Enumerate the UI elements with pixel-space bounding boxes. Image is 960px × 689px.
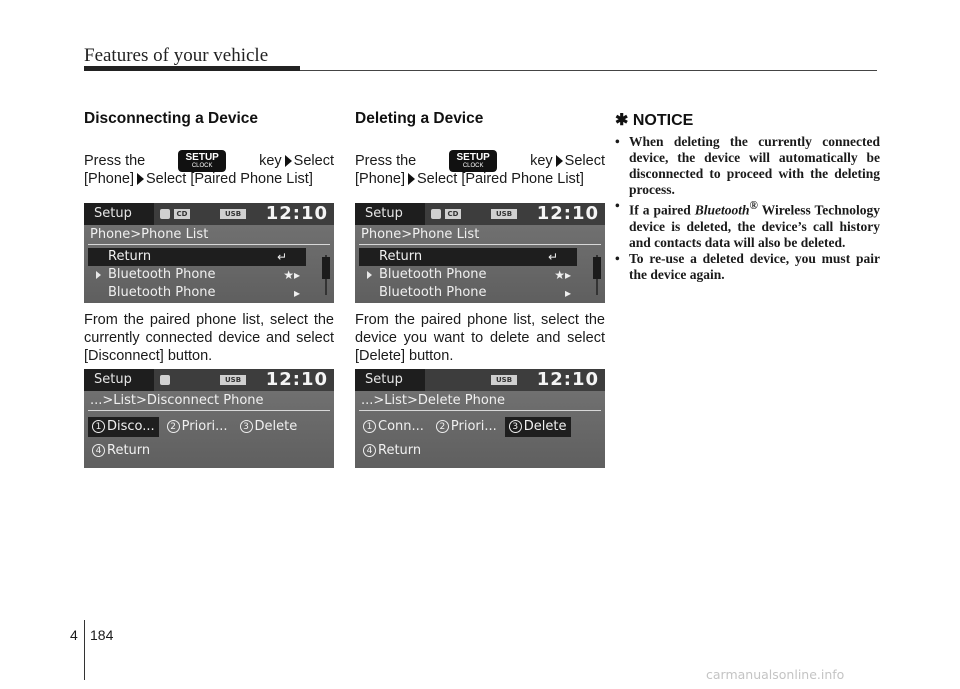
usb-icon: USB bbox=[491, 209, 517, 219]
option-label: Return bbox=[107, 443, 151, 458]
scrollbar[interactable] bbox=[593, 251, 601, 299]
notice-item bbox=[615, 198, 880, 251]
paired-list-text: Select [Paired Phone List] bbox=[146, 171, 313, 187]
disconnect-phone-screen bbox=[84, 369, 334, 468]
phone-list-screen bbox=[355, 203, 605, 303]
device-name: Bluetooth Phone bbox=[108, 267, 216, 282]
delete-instructions bbox=[355, 152, 605, 190]
notice-text: If a paired bbox=[629, 202, 695, 218]
arrow-right-icon bbox=[367, 271, 372, 279]
select-text: Select bbox=[293, 153, 334, 169]
press-text: Press the bbox=[84, 153, 146, 169]
number-icon: 1 bbox=[92, 420, 105, 433]
connect-option[interactable] bbox=[359, 417, 428, 437]
screen-status-bar bbox=[355, 203, 605, 225]
delete-description: From the paired phone list, select the device you want to delete and select [Delete] button. bbox=[355, 312, 605, 364]
arrow-right-icon bbox=[556, 155, 563, 167]
watermark: carmanualsonline.info bbox=[706, 667, 845, 682]
screen-clock: 12:10 bbox=[536, 203, 599, 224]
option-label: Return bbox=[378, 443, 422, 458]
option-label: Priori... bbox=[181, 419, 228, 434]
screen-setup-label: Setup bbox=[355, 203, 425, 225]
priority-option[interactable] bbox=[163, 417, 232, 437]
arrow-right-icon bbox=[408, 173, 415, 185]
disconnect-heading: Disconnecting a Device bbox=[84, 110, 259, 127]
option-label: Delete bbox=[254, 419, 298, 434]
phone-text: [Phone] bbox=[84, 171, 134, 187]
screen-status-bar bbox=[84, 203, 334, 225]
number-icon: 1 bbox=[363, 420, 376, 433]
screen-path: Phone>Phone List bbox=[359, 225, 601, 245]
delete-option[interactable] bbox=[505, 417, 571, 437]
return-option[interactable] bbox=[88, 441, 154, 461]
option-label: Disco... bbox=[107, 419, 155, 434]
footer-divider bbox=[84, 620, 85, 680]
number-icon: 4 bbox=[92, 444, 105, 457]
screen-setup-label: Setup bbox=[84, 203, 154, 225]
select-text: Select bbox=[564, 153, 605, 169]
chapter-number: 4 bbox=[70, 627, 78, 643]
page-number: 184 bbox=[90, 627, 114, 643]
press-text: Press the bbox=[355, 153, 417, 169]
return-option[interactable] bbox=[359, 441, 425, 461]
key-text: key bbox=[530, 153, 553, 169]
arrow-right-icon: ▸ bbox=[564, 286, 571, 300]
number-icon: 2 bbox=[167, 420, 180, 433]
device-name: Bluetooth Phone bbox=[379, 285, 487, 300]
screen-path: ...>List>Delete Phone bbox=[359, 391, 601, 411]
screen-clock: 12:10 bbox=[265, 369, 328, 390]
setup-key-label: SETUP bbox=[185, 151, 219, 163]
screen-clock: 12:10 bbox=[265, 203, 328, 224]
key-text: key bbox=[259, 153, 282, 169]
list-item[interactable] bbox=[88, 284, 306, 302]
usb-icon: USB bbox=[220, 209, 246, 219]
screen-status-bar bbox=[355, 369, 605, 391]
notice-heading: ✱ NOTICE bbox=[615, 112, 694, 129]
screen-clock: 12:10 bbox=[536, 369, 599, 390]
back-icon[interactable]: ↵ bbox=[531, 248, 575, 266]
disconnect-description: From the paired phone list, select the currently connected device and select [Disconnect] button. bbox=[84, 312, 334, 364]
notice-item: • To re-use a deleted device, you must pair the device again. bbox=[615, 251, 880, 283]
notice-text: Wireless Technology device is deleted, the device’s call history and contacts data will also be deleted. bbox=[629, 202, 880, 250]
arrow-right-icon bbox=[285, 155, 292, 167]
star-icon: ★▸ bbox=[554, 268, 571, 282]
bluetooth-icon bbox=[160, 375, 170, 385]
option-label: Delete bbox=[523, 419, 567, 434]
screen-setup-label: Setup bbox=[355, 369, 425, 391]
setup-key-label: SETUP bbox=[456, 151, 490, 163]
usb-icon: USB bbox=[220, 375, 246, 385]
bluetooth-icon bbox=[431, 209, 441, 219]
disconnect-option[interactable] bbox=[88, 417, 159, 437]
number-icon: 3 bbox=[240, 420, 253, 433]
arrow-right-icon bbox=[96, 271, 101, 279]
delete-phone-screen bbox=[355, 369, 605, 468]
option-label: Conn... bbox=[378, 419, 424, 434]
bluetooth-icon bbox=[160, 209, 170, 219]
header-rule bbox=[300, 70, 877, 71]
setup-key-icon bbox=[178, 150, 226, 172]
bluetooth-word: Bluetooth bbox=[694, 202, 750, 218]
usb-icon: USB bbox=[491, 375, 517, 385]
delete-heading: Deleting a Device bbox=[355, 110, 484, 127]
scrollbar[interactable] bbox=[322, 251, 330, 299]
disconnect-instructions bbox=[84, 152, 334, 190]
number-icon: 2 bbox=[436, 420, 449, 433]
notice-list bbox=[615, 134, 880, 283]
number-icon: 4 bbox=[363, 444, 376, 457]
list-item[interactable] bbox=[359, 266, 577, 284]
header-bar bbox=[84, 66, 300, 71]
star-icon: ★▸ bbox=[283, 268, 300, 282]
screen-status-bar bbox=[84, 369, 334, 391]
back-icon[interactable]: ↵ bbox=[260, 248, 304, 266]
priority-option[interactable] bbox=[432, 417, 501, 437]
delete-option[interactable] bbox=[236, 417, 302, 437]
phone-text: [Phone] bbox=[355, 171, 405, 187]
clock-key-label: CLOCK bbox=[191, 162, 213, 169]
list-item[interactable] bbox=[359, 284, 577, 302]
notice-item: • When deleting the currently connected device, the device will automatically be disconnected to proceed with the deleting process. bbox=[615, 134, 880, 198]
device-name: Bluetooth Phone bbox=[108, 285, 216, 300]
cd-icon: CD bbox=[174, 209, 190, 219]
notice-section bbox=[615, 110, 880, 283]
page-header-title: Features of your vehicle bbox=[84, 45, 269, 66]
screen-path: Phone>Phone List bbox=[88, 225, 330, 245]
phone-list-screen bbox=[84, 203, 334, 303]
arrow-right-icon bbox=[137, 173, 144, 185]
screen-setup-label: Setup bbox=[84, 369, 154, 391]
return-label: Return bbox=[108, 249, 152, 264]
delete-section bbox=[355, 110, 605, 190]
option-label: Priori... bbox=[450, 419, 497, 434]
clock-key-label: CLOCK bbox=[462, 162, 484, 169]
return-label: Return bbox=[379, 249, 423, 264]
paired-list-text: Select [Paired Phone List] bbox=[417, 171, 584, 187]
disconnect-section bbox=[84, 110, 334, 190]
number-icon: 3 bbox=[509, 420, 522, 433]
cd-icon: CD bbox=[445, 209, 461, 219]
setup-key-icon bbox=[449, 150, 497, 172]
arrow-right-icon: ▸ bbox=[293, 286, 300, 300]
list-item[interactable] bbox=[88, 266, 306, 284]
registered-mark: ® bbox=[749, 200, 758, 212]
screen-path: ...>List>Disconnect Phone bbox=[88, 391, 330, 411]
device-name: Bluetooth Phone bbox=[379, 267, 487, 282]
